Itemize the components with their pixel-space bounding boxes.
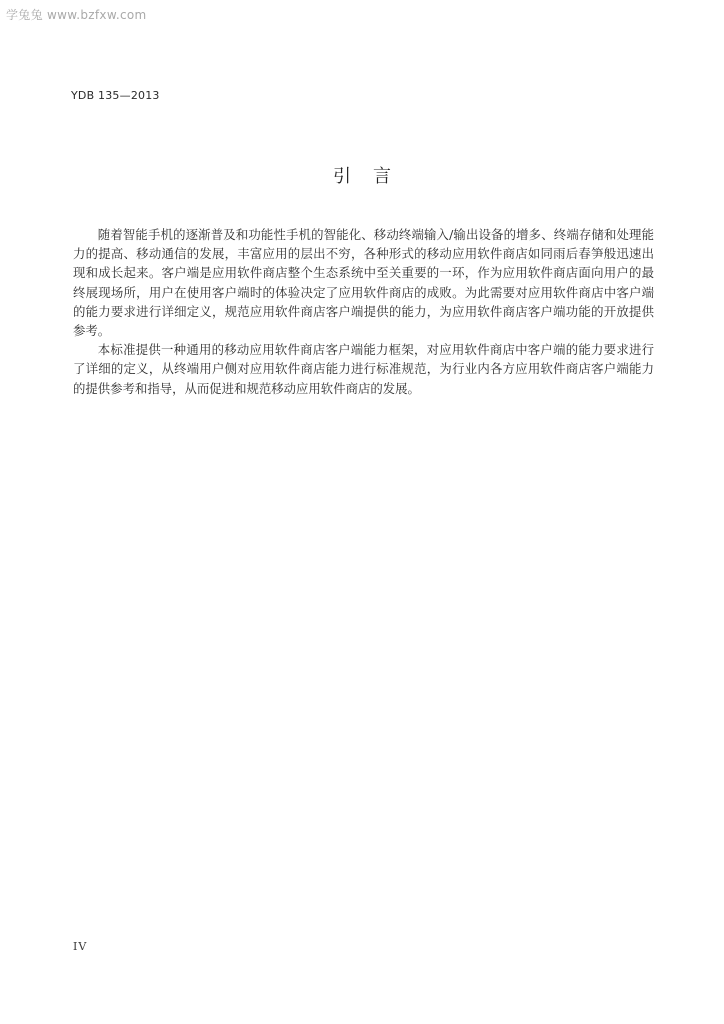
page-number: IV	[73, 940, 88, 953]
watermark-text: 学兔兔 www.bzfxw.com	[6, 8, 147, 22]
standard-code: YDB 135—2013	[71, 89, 160, 102]
paragraph-1: 随着智能手机的逐渐普及和功能性手机的智能化、移动终端输入/输出设备的增多、终端存储和处理能力的提高、移动通信的发展，丰富应用的层出不穷，各种形式的移动应用软件商店如同雨后春笋般迅速出现和成长起来。客户端是应用软件商店整个生态系统中至关重要的一环，作为应用软件商店面向用户的最终展现场所，用户在使用客户端时的体验决定了应用软件商店的成败。为此需要对应用软件商店中客户端的能力要求进行详细定义，规范应用软件商店客户端提供的能力，为应用软件商店客户端功能的开放提供参考。	[73, 227, 654, 339]
paragraph-2: 本标准提供一种通用的移动应用软件商店客户端能力框架，对应用软件商店中客户端的能力要求进行了详细的定义，从终端用户侧对应用软件商店能力进行标准规范，为行业内各方应用软件商店客户端能力的提供参考和指导，从而促进和规范移动应用软件商店的发展。	[73, 342, 654, 396]
introduction-body	[73, 225, 654, 398]
page-title: 引言	[333, 166, 413, 187]
